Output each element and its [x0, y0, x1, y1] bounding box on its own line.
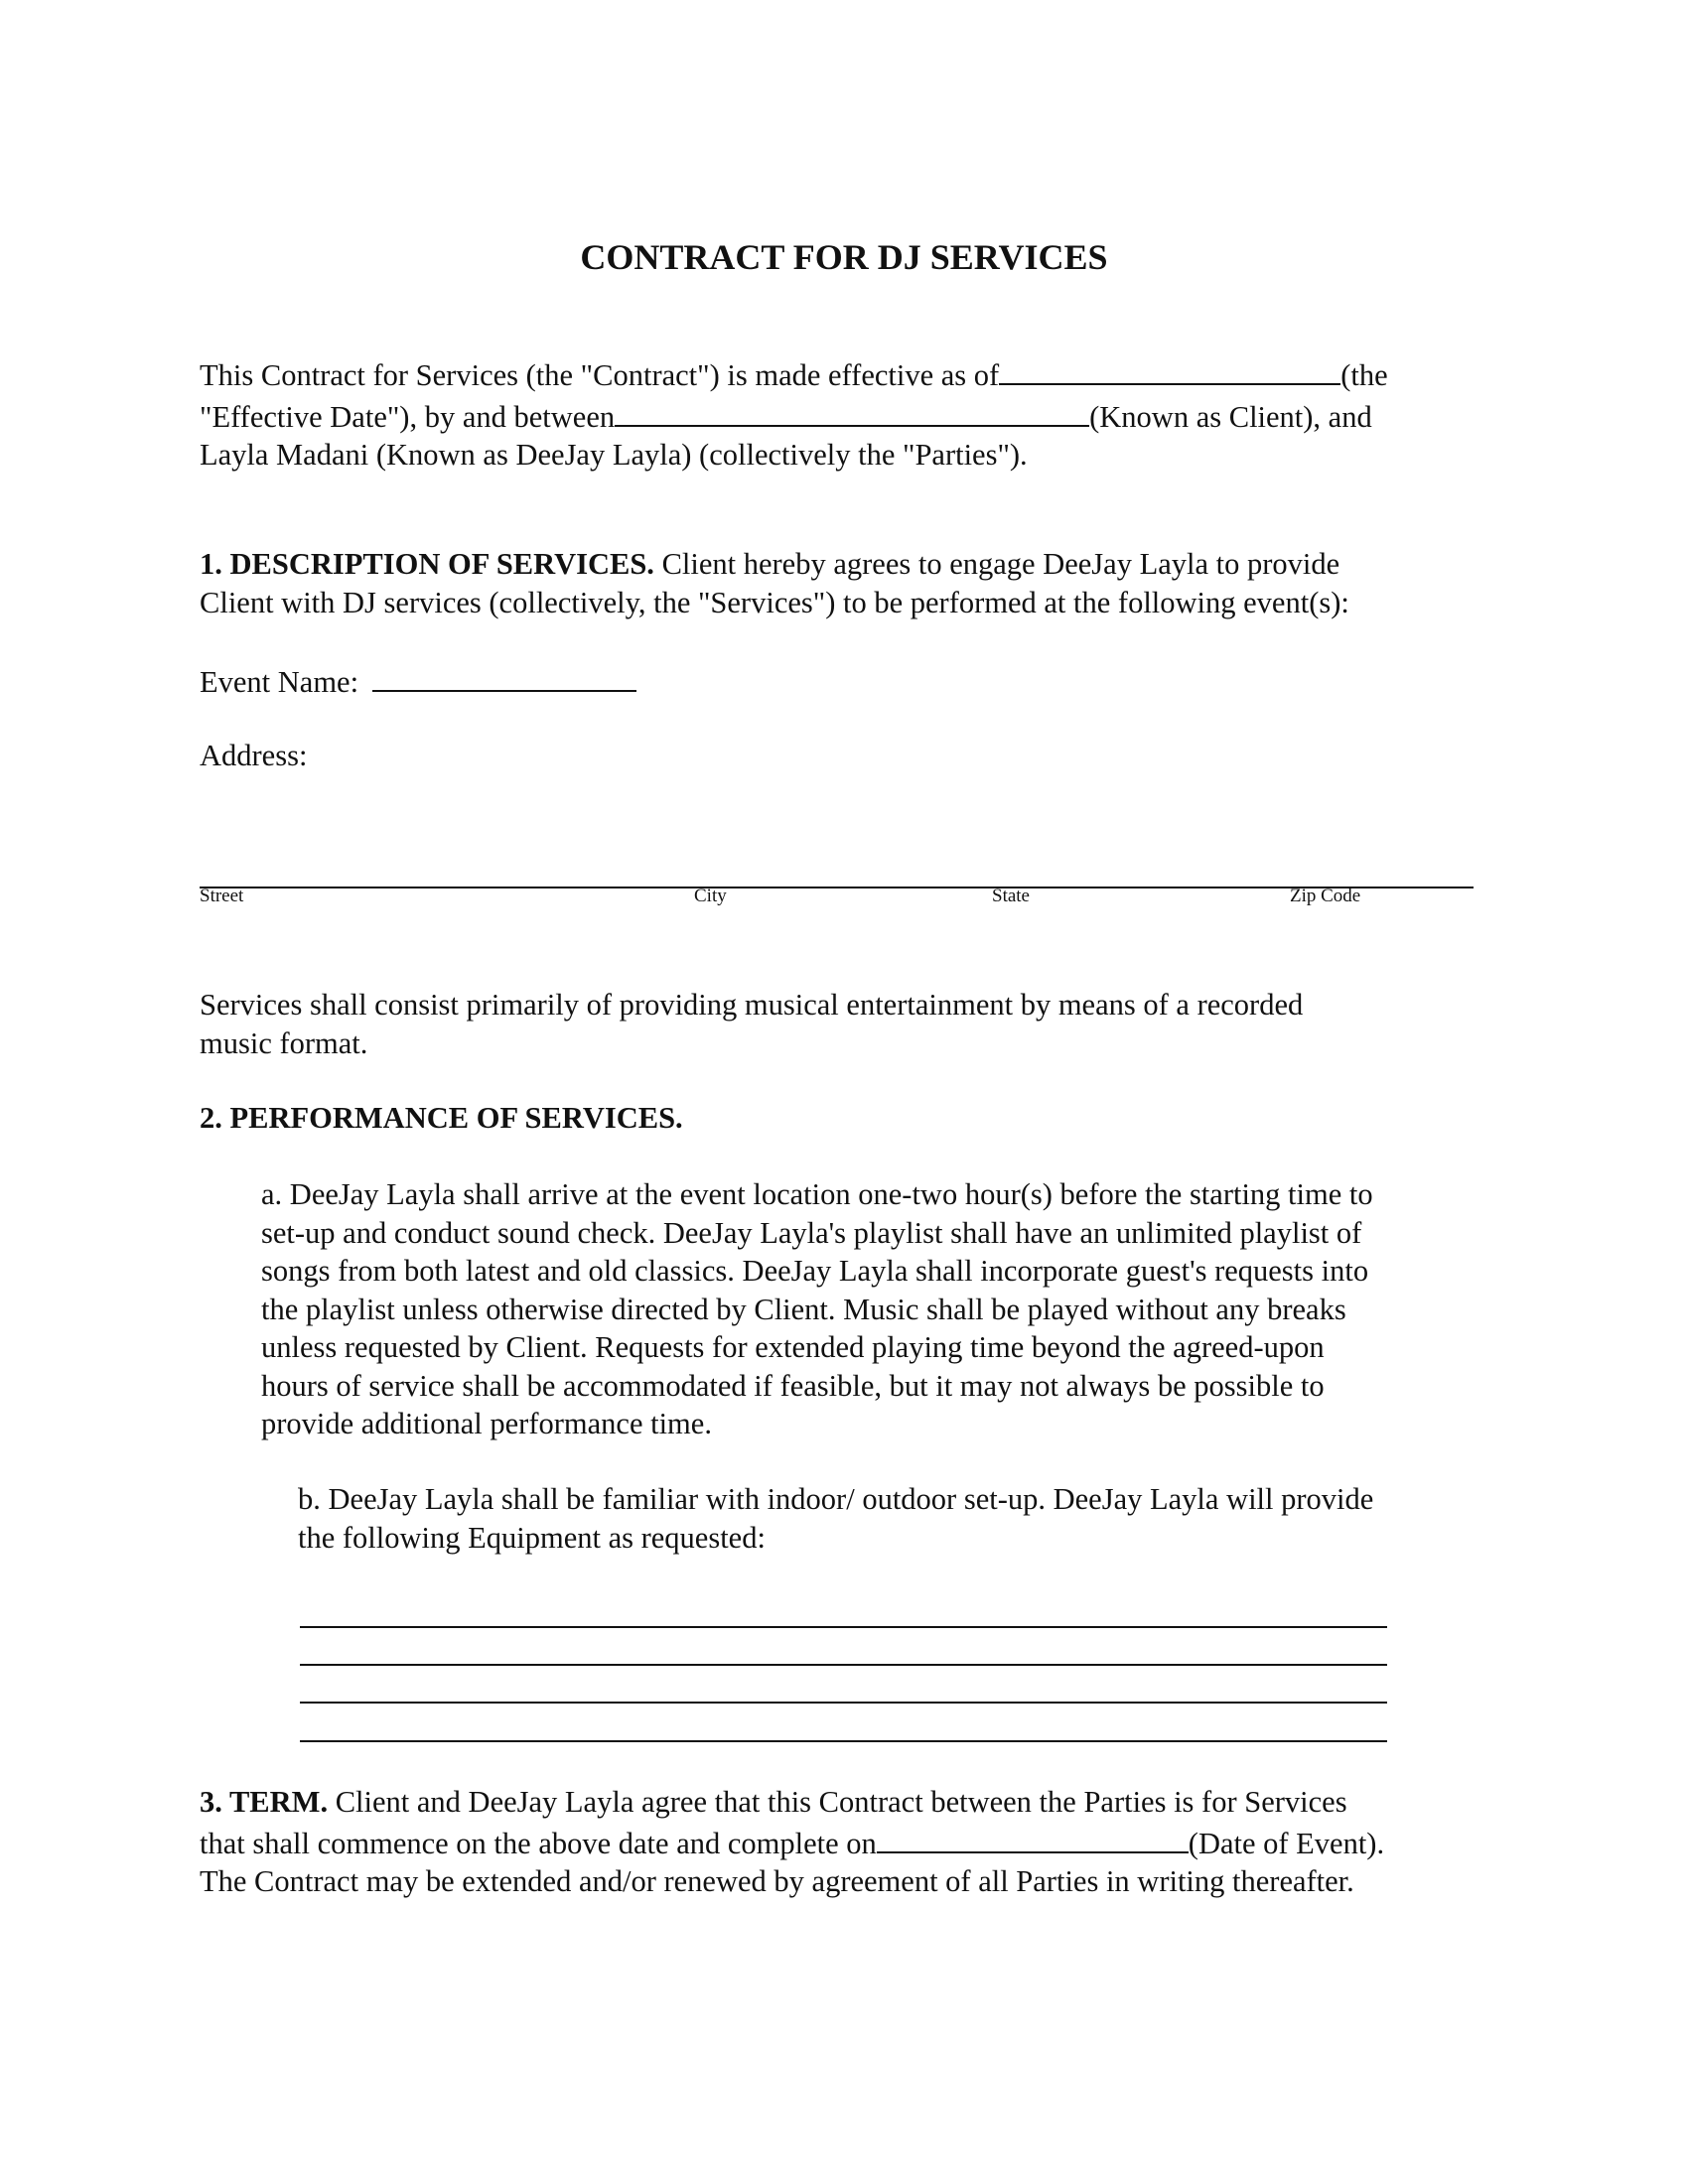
section-1-line-1	[200, 545, 1510, 584]
intro-line-2-start: "Effective Date"), by and between	[200, 399, 616, 434]
zip-code-label: Zip Code	[1290, 886, 1361, 906]
effective-date-blank[interactable]	[999, 353, 1340, 385]
section-2a-paragraph	[261, 1175, 1512, 1443]
equipment-blank-line[interactable]	[300, 1626, 1387, 1628]
event-name-row	[200, 660, 636, 702]
section-3-line-1	[200, 1783, 1510, 1822]
intro-paragraph	[200, 353, 1490, 475]
address-line[interactable]	[200, 887, 1474, 888]
document-title: CONTRACT FOR DJ SERVICES	[580, 237, 1108, 277]
event-name-label: Event Name:	[200, 665, 359, 699]
event-date-blank[interactable]	[877, 1822, 1189, 1853]
state-label: State	[992, 886, 1030, 906]
section-2a-line: a. DeeJay Layla shall arrive at the event location one-two hour(s) before the starting time to	[261, 1177, 1373, 1211]
services-line-2: music format.	[200, 1025, 368, 1060]
equipment-blank-line[interactable]	[300, 1740, 1387, 1742]
services-paragraph	[200, 986, 1490, 1062]
city-label: City	[694, 886, 727, 906]
section-2-heading: 2. PERFORMANCE OF SERVICES.	[200, 1101, 683, 1135]
services-line-1: Services shall consist primarily of providing musical entertainment by means of a recorded	[200, 988, 1304, 1022]
intro-line-1	[200, 353, 1490, 395]
section-2a-line: provide additional performance time.	[261, 1407, 712, 1440]
intro-line-1-text: This Contract for Services (the "Contract") is made effective as of	[200, 358, 1000, 392]
section-3-line-1-text: Client and DeeJay Layla agree that this Contract between the Parties is for Services	[335, 1785, 1347, 1819]
section-2a-line: set-up and conduct sound check. DeeJay Layla's playlist shall have an unlimited playlist of	[261, 1215, 1362, 1250]
section-2b-line: the following Equipment as requested:	[298, 1520, 766, 1555]
address-label: Address:	[200, 739, 308, 772]
equipment-blank-line[interactable]	[300, 1702, 1387, 1704]
section-3-line-2-start: that shall commence on the above date and complete on	[200, 1826, 877, 1860]
intro-line-2	[200, 395, 1490, 437]
section-1-heading: 1. DESCRIPTION OF SERVICES.	[200, 547, 654, 581]
section-2a-line: hours of service shall be accommodated if feasible, but it may not always be possible to	[261, 1368, 1325, 1403]
intro-line-2-end: (Known as Client), and	[1089, 399, 1372, 434]
section-3-line-3: The Contract may be extended and/or renewed by agreement of all Parties in writing thereafter.	[200, 1864, 1354, 1898]
intro-line-3: Layla Madani (Known as DeeJay Layla) (collectively the "Parties").	[200, 438, 1028, 472]
section-3-line-2-end: (Date of Event).	[1188, 1826, 1385, 1860]
section-3-heading: 3. TERM.	[200, 1785, 329, 1819]
section-1-line-1-text: Client hereby agrees to engage DeeJay Layla to provide	[661, 547, 1340, 581]
section-2b-paragraph	[298, 1480, 1519, 1557]
section-2b-line: b. DeeJay Layla shall be familiar with indoor/ outdoor set-up. DeeJay Layla will provide	[298, 1482, 1374, 1516]
section-3-paragraph	[200, 1783, 1510, 1901]
section-3-line-2	[200, 1822, 1510, 1863]
street-label: Street	[200, 886, 244, 906]
intro-line-1-end: (the	[1340, 358, 1388, 392]
equipment-blank-line[interactable]	[300, 1664, 1387, 1666]
event-name-blank[interactable]	[372, 660, 636, 692]
section-1-paragraph	[200, 545, 1510, 621]
section-2a-line: songs from both latest and old classics. DeeJay Layla shall incorporate guest's requests into	[261, 1254, 1369, 1288]
section-2a-line: unless requested by Client. Requests for extended playing time beyond the agreed-upon	[261, 1330, 1325, 1364]
section-2a-line: the playlist unless otherwise directed by Client. Music shall be played without any breaks	[261, 1292, 1346, 1326]
client-name-blank[interactable]	[615, 395, 1089, 427]
section-1-line-2: Client with DJ services (collectively, the "Services") to be performed at the following event(s):	[200, 585, 1349, 619]
